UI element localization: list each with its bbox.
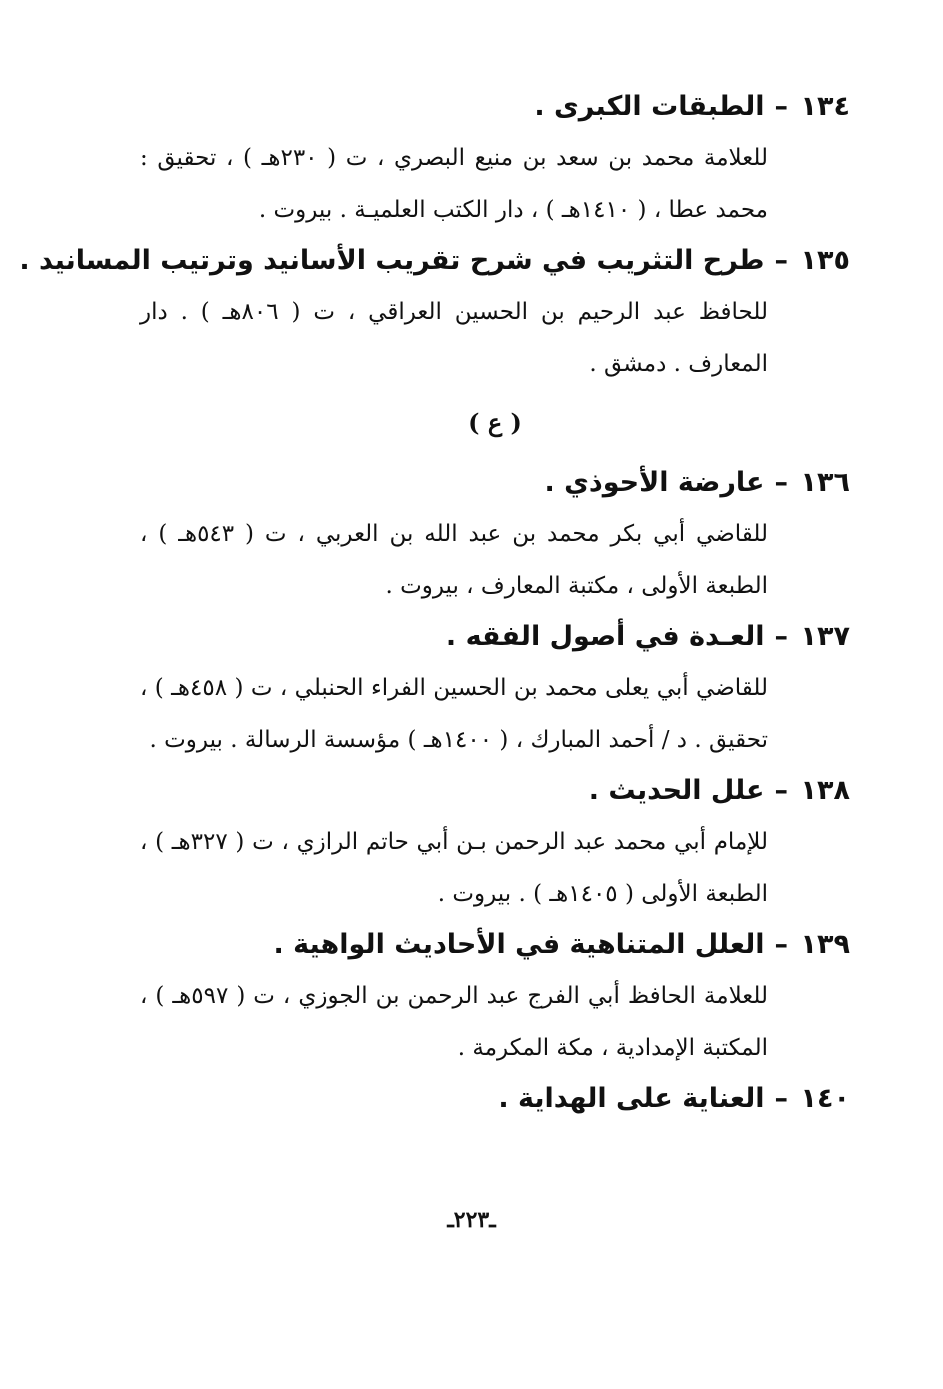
bibliography-entry <box>140 766 850 920</box>
page-number: ـ٢٢٣ـ <box>447 1207 496 1233</box>
section-letter-heading: ( ع ) <box>468 408 522 437</box>
entry-number: ١٣٩ <box>800 929 850 960</box>
entry-dash: – <box>774 929 788 960</box>
entry-title: علل الحديث . <box>588 775 765 806</box>
entry-body: للحافظ عبد الرحيم بن الحسين العراقي ، ت ( ٨٠٦هـ ) . دار المعارف . دمشق . <box>140 299 768 377</box>
entry-body: للعلامة الحافظ أبي الفرج عبد الرحمن بن الجوزي ، ت ( ٥٩٧هـ ) ، المكتبة الإمدادية ، مكة المكرمة . <box>140 983 769 1061</box>
entry-number: ١٣٥ <box>800 245 850 276</box>
bibliography-entry <box>140 612 850 766</box>
entry-number: ١٣٦ <box>800 467 850 498</box>
entry-heading <box>19 236 850 286</box>
entry-body: للقاضي أبي يعلى محمد بن الحسين الفراء الحنبلي ، ت ( ٤٥٨هـ ) ، تحقيق . د / أحمد المبارك ، ( ١٤٠٠هـ ) مؤسسة الرسالة . بيروت . <box>140 675 768 753</box>
entry-title: طرح التثريب في شرح تقريب الأسانيد وترتيب المسانيد . <box>19 245 765 276</box>
entry-dash: – <box>774 775 788 806</box>
entry-title: الطبقات الكبرى . <box>534 91 765 122</box>
entry-heading <box>140 458 850 508</box>
entry-dash: – <box>774 621 788 652</box>
entry-title: عارضة الأحوذي . <box>544 467 765 498</box>
entry-heading <box>140 766 850 816</box>
entry-title: العلل المتناهية في الأحاديث الواهية . <box>273 929 765 960</box>
entry-number: ١٣٨ <box>800 775 850 806</box>
entry-heading <box>140 920 850 970</box>
entry-heading <box>140 612 850 662</box>
entry-body: للقاضي أبي بكر محمد بن عبد الله بن العربي ، ت ( ٥٤٣هـ ) ، الطبعة الأولى ، مكتبة المعارف ، بيروت . <box>140 521 768 599</box>
bibliography-entry <box>140 1074 850 1124</box>
entry-title: العناية على الهداية . <box>498 1083 765 1114</box>
bibliography-entry <box>140 82 850 236</box>
entry-number: ١٣٧ <box>800 621 850 652</box>
entry-number: ١٤٠ <box>800 1083 850 1114</box>
entry-dash: – <box>774 91 788 122</box>
bibliography-entry <box>140 458 850 612</box>
entry-title: العـدة في أصول الفقه . <box>445 621 765 652</box>
bibliography-entry <box>19 236 850 390</box>
entry-body: للعلامة محمد بن سعد بن منيع البصري ، ت ( ٢٣٠هـ ) ، تحقيق : محمد عطا ، ( ١٤١٠هـ ) ، دار الكتب العلميـة . بيروت . <box>140 145 768 223</box>
entry-dash: – <box>774 467 788 498</box>
entry-dash: – <box>774 245 788 276</box>
entry-number: ١٣٤ <box>800 91 850 122</box>
entry-heading <box>140 82 850 132</box>
bibliography-list <box>19 82 850 1124</box>
bibliography-entry <box>140 920 850 1074</box>
entry-body: للإمام أبي محمد عبد الرحمن بـن أبي حاتم الرازي ، ت ( ٣٢٧هـ ) ، الطبعة الأولى ( ١٤٠٥هـ ) . بيروت . <box>140 829 768 907</box>
entry-heading <box>140 1074 850 1124</box>
entry-dash: – <box>774 1083 788 1114</box>
